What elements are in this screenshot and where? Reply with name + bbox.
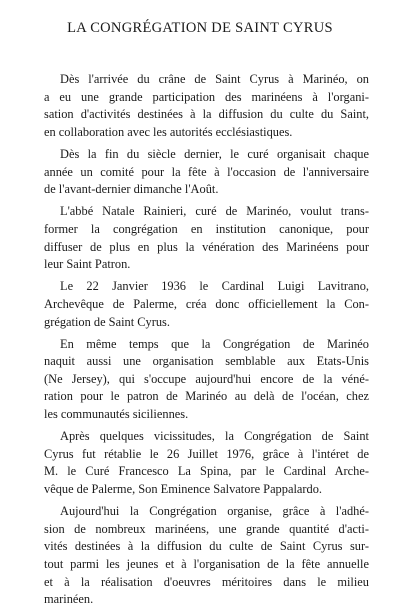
text-line: Aujourd'hui la Congrégation organise, grâce à l'adhé- — [60, 504, 369, 519]
text-line: vités destinées à la diffusion du culte de Saint Cyrus sur- — [44, 539, 369, 554]
text-line: (Ne Jersey), qui s'occupe aujourd'hui encore de la véné- — [44, 371, 369, 386]
text-line: leur Saint Patron. — [44, 257, 131, 272]
text-line: et à la réalisation d'oeuvres méritoires dans le milieu — [44, 574, 369, 589]
text-line: naquit aussi une organisation semblable aux Etats-Unis — [44, 354, 369, 369]
text-line: en collaboration avec les autorités ecclésiastiques. — [44, 124, 293, 139]
text-line: Dès la fin du siècle dernier, le curé organisait chaque — [60, 146, 369, 161]
text-line: diffuser de plus en plus la vénération des Marinéens pour — [44, 239, 369, 254]
page-title: LA CONGRÉGATION DE SAINT CYRUS — [67, 20, 333, 36]
text-line: Archevêque de Palerme, créa donc officiellement la Con- — [44, 296, 369, 311]
document-body — [44, 71, 369, 613]
text-line: marinéen. — [44, 592, 94, 607]
text-line: a eu une grande participation des marinéens à l'organi- — [44, 89, 369, 104]
paragraph — [44, 203, 369, 273]
text-line: Cyrus fut rétablie le 26 Juillet 1976, grâce à l'intéret de — [44, 446, 369, 461]
text-line: sation d'activités destinées à la diffusion du culte du Saint, — [44, 107, 369, 122]
text-line: L'abbé Natale Rainieri, curé de Marinéo, voulut trans- — [60, 204, 369, 219]
paragraph — [44, 336, 369, 424]
text-line: Après quelques vicissitudes, la Congrégation de Saint — [60, 429, 369, 444]
paragraph — [44, 278, 369, 331]
text-line: tout parmi les jeunes et à l'organisation de la fête annuelle — [44, 557, 369, 571]
paragraph — [44, 71, 369, 141]
text-line: former la congrégation en institution canonique, pour — [44, 221, 369, 236]
text-line: grégation de Saint Cyrus. — [44, 314, 170, 329]
text-line: vêque de Palerme, Son Eminence Salvatore Pappalardo. — [44, 482, 323, 497]
text-line: année un comité pour la fête à l'occasion de l'anniversaire — [44, 164, 369, 179]
text-line: Dès l'arrivée du crâne de Saint Cyrus à Marinéo, on — [60, 72, 369, 86]
paragraph — [44, 503, 369, 609]
paragraph — [44, 428, 369, 498]
text-line: M. le Curé Francesco La Spina, par le Cardinal Arche- — [44, 464, 369, 479]
text-line: ration pour le patron de Marinéo au delà de l'océan, chez — [44, 389, 369, 404]
paragraph — [44, 146, 369, 199]
text-line: Le 22 Janvier 1936 le Cardinal Luigi Lavitrano, — [60, 279, 369, 294]
text-line: En même temps que la Congrégation de Marinéo — [60, 336, 369, 351]
text-line: les communautés siciliennes. — [44, 407, 189, 422]
text-line: de l'avant-dernier dimanche l'Août. — [44, 182, 219, 197]
text-line: sion de nombreux marinéens, une grande quantité d'acti- — [44, 521, 369, 536]
